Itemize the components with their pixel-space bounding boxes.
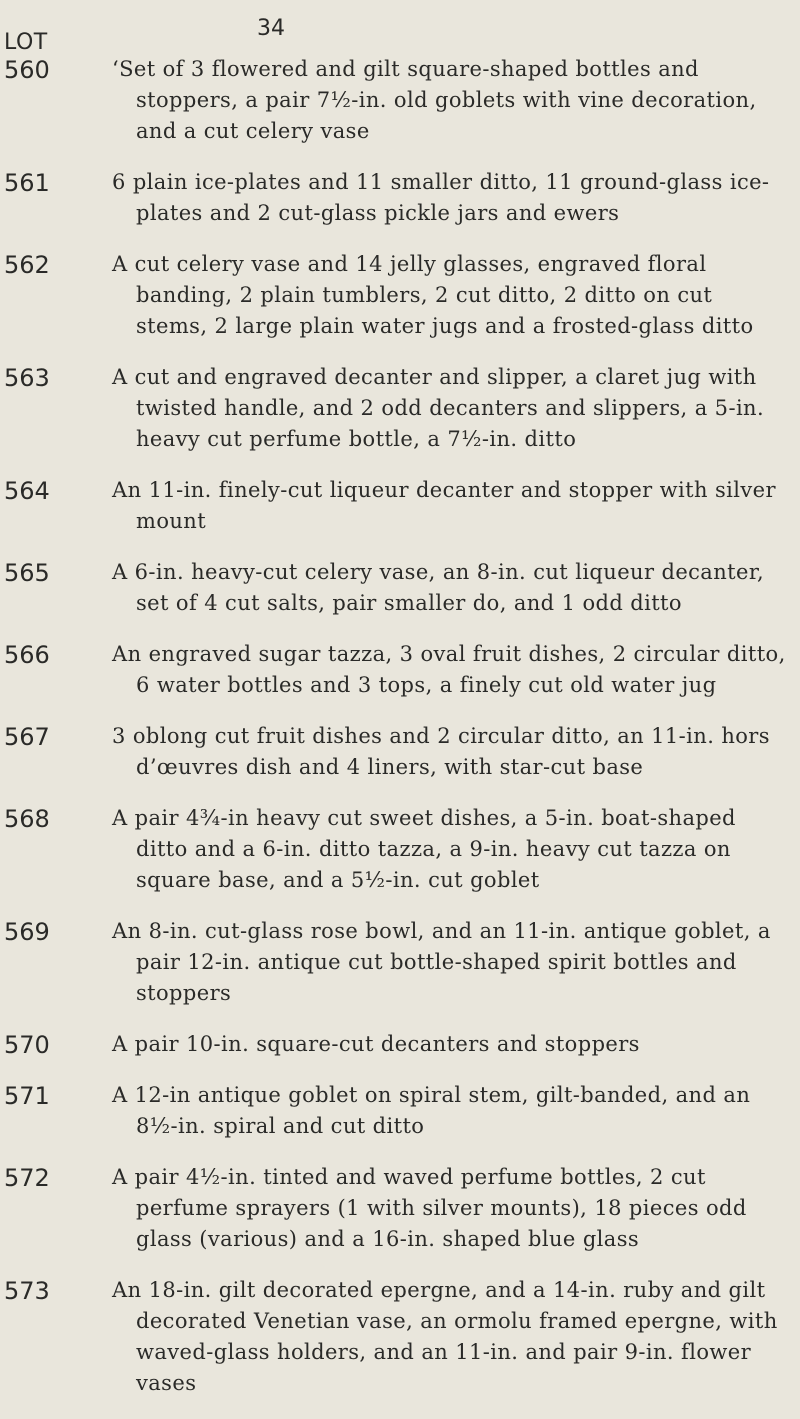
lot-description: 6 plain ice-plates and 11 smaller ditto, 11 ground-glass ice-plates and 2 cut-glass pickle jars and ewers — [112, 170, 770, 225]
lot-description: A 6-in. heavy-cut celery vase, an 8-in. cut liqueur decanter, set of 4 cut salts, pair smaller do, and 1 odd ditto — [112, 560, 765, 615]
lot-description: ‘Set of 3 flowered and gilt square-shaped bottles and stoppers, a pair 7½-in. old goblets with vine decoration, and a cut celery vase — [112, 57, 757, 143]
lot-number: 561 — [4, 169, 50, 197]
lot-number: 571 — [4, 1082, 50, 1110]
lot-description: 3 oblong cut fruit dishes and 2 circular ditto, an 11-in. hors d’œuvres dish and 4 liners, with star-cut base — [112, 724, 770, 779]
lot-number: 572 — [4, 1164, 50, 1192]
page-number: 34 — [257, 16, 285, 41]
lot-number: 568 — [4, 805, 50, 833]
lot-column-heading: LOT — [4, 30, 48, 55]
lot-entry — [0, 803, 800, 896]
lot-entry — [0, 54, 800, 147]
lot-description: An engraved sugar tazza, 3 oval fruit dishes, 2 circular ditto, 6 water bottles and 3 tops, a finely cut old water jug — [112, 642, 786, 697]
lot-entry — [0, 721, 800, 783]
lot-number: 562 — [4, 251, 50, 279]
lot-entry — [0, 167, 800, 229]
lot-entry — [0, 1080, 800, 1142]
lot-description: An 11-in. finely-cut liqueur decanter and stopper with silver mount — [112, 478, 776, 533]
lot-description: A 12-in antique goblet on spiral stem, gilt-banded, and an 8½-in. spiral and cut ditto — [112, 1083, 751, 1138]
lot-list — [0, 54, 800, 1419]
lot-description: An 8-in. cut-glass rose bowl, and an 11-in. antique goblet, a pair 12-in. antique cut bottle-shaped spirit bottles and stoppers — [112, 919, 771, 1005]
lot-description: A cut and engraved decanter and slipper, a claret jug with twisted handle, and 2 odd decanters and slippers, a 5-in. heavy cut perfume bottle, a 7½-in. ditto — [112, 365, 765, 451]
lot-entry — [0, 1029, 800, 1060]
lot-description: A pair 4¾-in heavy cut sweet dishes, a 5-in. boat-shaped ditto and a 6-in. ditto tazza, a 9-in. heavy cut tazza on square base, and a 5½-in. cut goblet — [112, 806, 736, 892]
lot-number: 564 — [4, 477, 50, 505]
lot-number: 566 — [4, 641, 50, 669]
lot-number: 573 — [4, 1277, 50, 1305]
lot-description: An 18-in. gilt decorated epergne, and a 14-in. ruby and gilt decorated Venetian vase, an ormolu framed epergne, with waved-glass holders, and an 11-in. and pair 9-in. flower vases — [112, 1278, 778, 1395]
lot-entry — [0, 1162, 800, 1255]
lot-number: 567 — [4, 723, 50, 751]
lot-entry — [0, 362, 800, 455]
lot-description: A cut celery vase and 14 jelly glasses, engraved floral banding, 2 plain tumblers, 2 cut ditto, 2 ditto on cut stems, 2 large plain water jugs and a frosted-glass ditto — [112, 252, 754, 338]
lot-number: 570 — [4, 1031, 50, 1059]
lot-entry — [0, 557, 800, 619]
lot-number: 560 — [4, 56, 50, 84]
lot-description: A pair 10-in. square-cut decanters and stoppers — [112, 1032, 640, 1056]
lot-number: 569 — [4, 918, 50, 946]
lot-description: A pair 4½-in. tinted and waved perfume bottles, 2 cut perfume sprayers (1 with silver mounts), 18 pieces odd glass (various) and a 16-in. shaped blue glass — [112, 1165, 747, 1251]
lot-number: 565 — [4, 559, 50, 587]
page-header — [0, 8, 800, 55]
lot-entry — [0, 1275, 800, 1399]
lot-entry — [0, 639, 800, 701]
lot-number: 563 — [4, 364, 50, 392]
lot-entry — [0, 475, 800, 537]
lot-entry — [0, 249, 800, 342]
lot-entry — [0, 916, 800, 1009]
